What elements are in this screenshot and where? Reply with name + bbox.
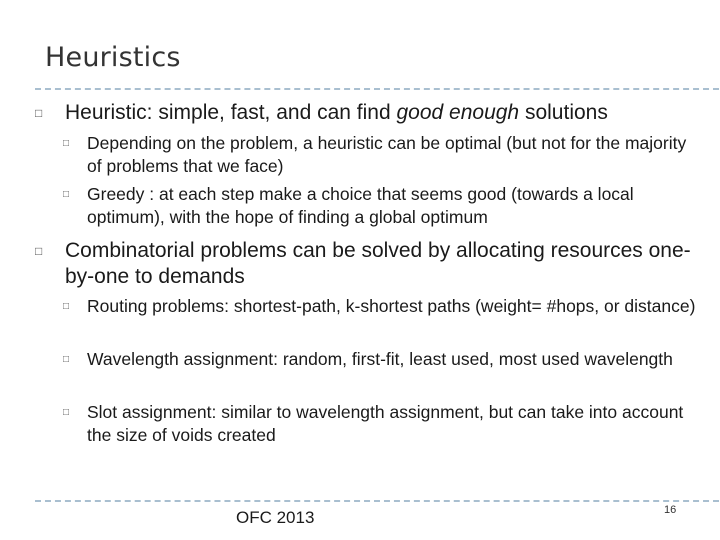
bullet-icon: □	[35, 244, 43, 258]
sub-bullet-icon: □	[63, 189, 70, 200]
sub-bullet-icon: □	[63, 354, 70, 365]
sub-bullet-routing: Routing problems: shortest-path, k-shortest paths (weight= #hops, or distance)	[87, 296, 696, 316]
bullet-text-before: Heuristic: simple, fast, and can find	[65, 101, 397, 124]
footer-divider	[35, 500, 719, 502]
slide-title: Heuristics	[45, 42, 181, 73]
page-number: 16	[664, 504, 677, 516]
bullet-combinatorial: Combinatorial problems can be solved by allocating resources one-by-one to demands	[65, 239, 691, 288]
sub-bullet-icon: □	[63, 407, 70, 418]
bullet-heuristic	[65, 100, 705, 126]
bullet-icon: □	[35, 106, 43, 120]
sub-bullet-greedy: Greedy : at each step make a choice that seems good (towards a local optimum), with the hope of finding a global optimum	[87, 184, 634, 227]
sub-bullet-optimal: Depending on the problem, a heuristic can be optimal (but not for the majority of problems that we face)	[87, 133, 687, 176]
sub-bullet-icon: □	[63, 138, 70, 149]
footer-text: OFC 2013	[236, 508, 315, 527]
sub-bullet-wavelength: Wavelength assignment: random, first-fit, least used, most used wavelength	[87, 349, 673, 369]
bullet-text-emphasis: good enough	[396, 101, 520, 124]
sub-bullet-slot: Slot assignment: similar to wavelength assignment, but can take into account the size of voids created	[87, 402, 684, 445]
bullet-text-after: solutions	[519, 101, 608, 124]
sub-bullet-icon: □	[63, 301, 70, 312]
